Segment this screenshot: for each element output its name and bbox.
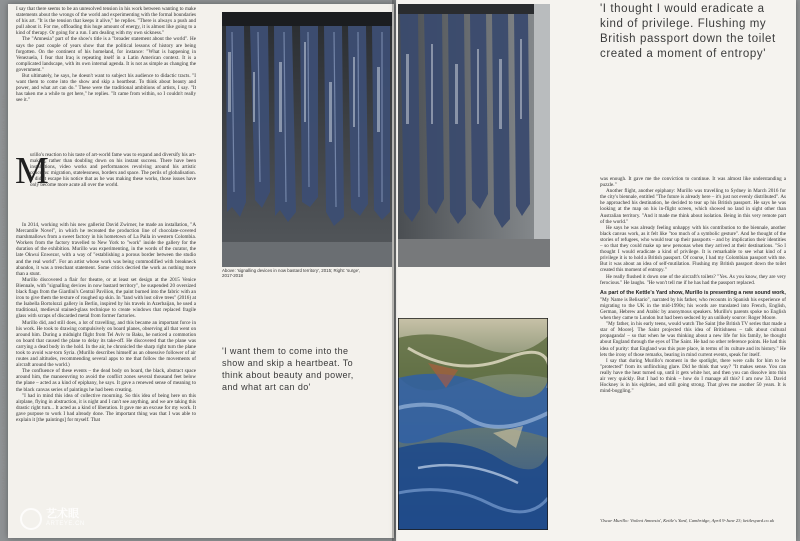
installation-photo-flags-right bbox=[398, 4, 550, 267]
watermark-url: ARTEYE.CN bbox=[46, 521, 85, 527]
article-column-2 bbox=[30, 152, 196, 222]
painting-photo-surge bbox=[398, 318, 548, 530]
article-column-right bbox=[600, 176, 786, 516]
paragraph: "My Name is Belisario", narrated by his father, who recounts in Spanish his experience of migrating to the UK in the mid-1990s; his words are translated into French, English, German, Hebrew and Arabic by anonymous speakers. Murillo's parents spoke no English when they came to London but had been seduced by an unlikely source: Roger Moore. bbox=[600, 296, 786, 322]
paragraph: Murillo discovered a flair for theatre, or at least set design at the 2015 Venice Biennale, with "signalling devices in now bastard territory", he suspended 20 oversized black flags from the Giardini's Central Pavilion, the paint burned into the fabric with an iron to give them the texture of roughed up skin. In "land with lost olive trees" (2016) at the Isabella Bortolozzi gallery in Berlin, inspired by his travels in Azerbaijan, he used a traditional, medieval stained-glass technique to create windows that replaced fragile glass with scraps of discarded metal from former factories. bbox=[16, 276, 196, 320]
section-lead: As part of the Kettle's Yard show, Murillo is presenting a new sound work, bbox=[600, 289, 786, 296]
paragraph: was enough. It gave me the conviction to continue. It was almost like understanding a puzzle." bbox=[600, 176, 786, 189]
watermark-logo-icon bbox=[20, 508, 42, 530]
paragraph: "I had in mind this idea of collective mourning. So this idea of being here on this airplane, flying in abstraction, it is night and I can't see anything, and we are taking this drastic right turn... It acted as a kind of liberation. It gave me an excuse for my work. It gave purpose to work I had already done. The important thing was that I was able to explain it [the paintings] for myself. That bbox=[16, 392, 196, 423]
pull-quote-right: 'I thought I would eradicate a kind of privilege. Flushing my British passport down the toilet created a moment of entropy' bbox=[600, 3, 776, 60]
article-column-1 bbox=[16, 6, 196, 148]
paragraph: I say that there seems to be an unresolved tension in his work between wanting to make statements about the wrongs of the world and experimenting with the formal boundaries of his art. "It is the tension that keeps it alive," he replies. "There is always a push and pull about it. For me, offloading this huge amount of energy, it is almost like going to a kind of therapy. Or going for a run. I am dealing with my own sickness." bbox=[16, 6, 196, 37]
paragraph: The confluence of these events – the dead body on board, the black, abstract space around him, the manoeuvring to avoid the conflict zones several thousand feet below the plane – acted as a kind of epiphany, he says. It gave a renewed sense of meaning to the black canvas series of paintings he had been creating. bbox=[16, 368, 196, 393]
photo-credit: PHOTOGRAPHS BY MATTHEW HOLLOW; PREVIOUS COURTESY THE ARTIST AND DAVID ZWIRNER, LONDON AND NEW YORK; ON THIS PAGE: MATTHEW HOLLOW; KETTLE'S YARD AND THE ARTIST; INSTALLATION VIEW, BERLIN bbox=[2, 94, 6, 500]
paragraph: I say that during Murillo's moment in the spotlight, there were calls for him to be "protected" from its unflinching glare. Did he think that way? "It makes sense. You can really have the heat turned up, until it gets white hot, and then you can dissolve into thin air very quickly. But I had to think – how do I manage all this? I am now 33. David Hockney is in his eighties, and still going strong. That gives me another 50 years. It is mind-boggling." bbox=[600, 357, 786, 395]
paragraph: The "Amnesia" part of the show's title is a "broader statement about the world". He says the past couple of years show that the political lessons of history are being forgotten. On the continent of his homeland, for instance: "What is happening in Venezuela, I fear that Iraq is repeating itself in a Latin American context. It is a complicated landscape, with its own internal agenda. It is not as simple as changing the government." bbox=[16, 36, 196, 73]
paragraph: "My father, in his early teens, would watch The Saint [the British TV series that made a star of Moore]. The Saint projected this idea of Britishness – talk about cultural propaganda! – so that when he was thinking about a new life for his family, he thought about England through the eyes of The Saint. He had no other reference points. He had this idea of purity: that England was this pure place, in terms of its culture and its history." He lets the irony of those remarks, bearing in mind current events, speak for itself. bbox=[600, 321, 786, 358]
watermark-cn: 艺术眼 bbox=[46, 508, 79, 520]
watermark bbox=[20, 504, 140, 534]
watermark-text bbox=[46, 509, 85, 529]
exhibition-endnote: 'Oscar Murillo: Violent Amnesia', Kettle's Yard, Cambridge, April 9-June 23; kettlesyard.co.uk bbox=[600, 518, 775, 523]
drop-cap: M bbox=[15, 150, 49, 192]
installation-photo-flags bbox=[222, 12, 392, 267]
paragraph: Murillo did, and still does, a lot of travelling, and this became an important force in his work. He took to drawing compulsively on board planes, observing all that went on around him. During a midnight flight from Tel Aviv to Baku, he noticed a commotion on board that caused the plane to delay its take-off. He discovered that the plane was carrying a dead body in the hold. In the air, he chronicled the sharp right turn the plane took to avoid war-torn Syria. (Murillo describes himself as an obsessive follower of air routes and altitudes, recommending several apps to me that follow the movements of aircraft around the world.) bbox=[16, 319, 196, 369]
paragraph: He really flushed it down one of the aircraft's toilets? "Yes. As you know, they are very ferocious." He laughs. "He won't tell me if he has had the passport replaced. bbox=[600, 273, 786, 286]
paragraph: He says he was already feeling unhappy with his contribution to the biennale, another black canvas work, as it felt like "too much of a symbolic gesture". And he thought of the stories of refugees, who would tear up their passports – and by implication their identities – so that they could make up new personas when they arrived at their destinations. "So I thought I would eradicate a kind of privilege. It is remarkable to see what kind of a privilege it is to hold a British passport. Of course, I had my Colombian passport with me. But it was about an idea of self-mutilation. Flushing my British passport down the toilet created this moment of entropy." bbox=[600, 224, 786, 274]
paragraph: In 2014, working with his new gallerist David Zwirner, he made an installation, "A Mercantile Novel", in which he recreated the production line of chocolate-covered marshmallows from a sweet factory in his hometown of La Paila in western Colombia. Workers from the factory travelled to New York to "work" inside the gallery for the duration of the exhibition. Murillo was experimenting, in the words of the curator, the late Okwui Enwezor, with a way of "establishing a porous border between the studio and the real world". For an artist whose work was being commodified with breakneck abandon, it was a trenchant statement. Some critics decried the work as nothing more than a stunt. bbox=[16, 222, 196, 277]
article-column-3 bbox=[16, 222, 196, 522]
pull-quote-left: 'I want them to come into the show and skip a heartbeat. To think about beauty and power, and what art can do' bbox=[222, 346, 354, 392]
paragraph: Another flight, another epiphany: Murillo was travelling to Sydney in March 2016 for the city's biennale, entitled "The future is already here – it's just not evenly distributed". As he approached his destination, he decided to tear up his British passport. He says he was looking at the map on his in-flight screen, which showed no land in sight other than Australian territory. "And it made me think about isolation. Being in this very remote part of the world." bbox=[600, 188, 786, 225]
paragraph: But ultimately, he says, he doesn't want to subject his audience to didactic tracts. "I want them to come into the show and skip a heartbeat. To think about beauty and power, and what art can do." These were the traditional ambitions of artists, I say. "It has taken me a while to get here," he replies. "It came from within, so I couldn't really see it." bbox=[16, 73, 196, 104]
photo-caption: Above: 'signalling devices in now bastard territory', 2015; Right: 'surge', 2017-2018 bbox=[222, 268, 361, 279]
paragraph: urillo's reaction to his taste of art-world fame was to expand and diversify his art-making, rather than doubling down on his instant success. There have been installations, video works and performances revolving around his artistic concerns: migration, statelessness, borders and space. The perils of globalisation. It didn't escape his notice that as he was making these works, those issues have only become more acute all over the world. bbox=[30, 152, 196, 189]
